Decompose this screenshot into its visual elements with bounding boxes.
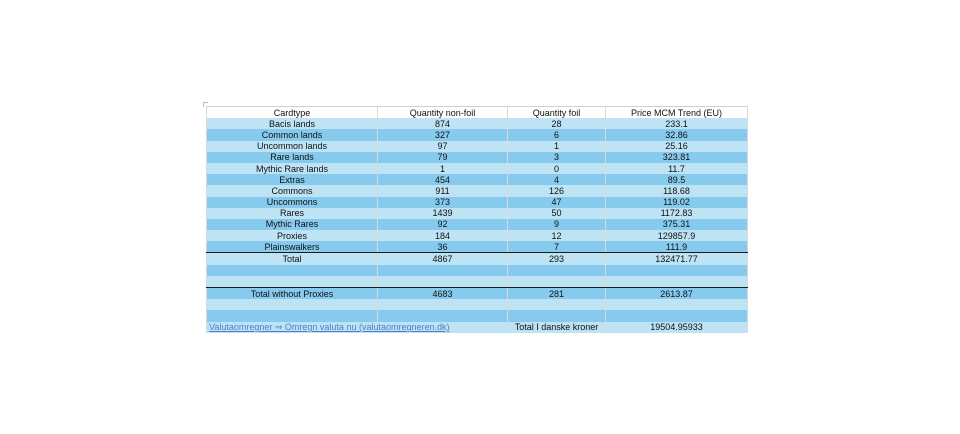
cell-price[interactable]: 118.68	[606, 185, 748, 196]
table-row	[207, 141, 748, 152]
dkk-total-value[interactable]: 19504.95933	[606, 322, 748, 333]
table-row	[207, 118, 748, 129]
empty-cell[interactable]	[606, 265, 748, 276]
empty-cell[interactable]	[508, 310, 606, 321]
cell-foil[interactable]: 3	[508, 152, 606, 163]
cell-foil[interactable]: 47	[508, 197, 606, 208]
total-foil[interactable]: 293	[508, 253, 606, 265]
cell-price[interactable]: 233.1	[606, 118, 748, 129]
empty-cell[interactable]	[606, 276, 748, 288]
total-without-proxies-row	[207, 288, 748, 300]
cell-cardtype[interactable]: Rare lands	[207, 152, 378, 163]
cell-foil[interactable]: 4	[508, 174, 606, 185]
cell-cardtype[interactable]: Uncommons	[207, 197, 378, 208]
table-row	[207, 219, 748, 230]
total-without-proxies-nonfoil[interactable]: 4683	[378, 288, 508, 300]
cell-nonfoil[interactable]: 373	[378, 197, 508, 208]
cell-price[interactable]: 25.16	[606, 141, 748, 152]
table-row	[207, 241, 748, 253]
cell-nonfoil[interactable]: 1	[378, 163, 508, 174]
empty-cell[interactable]	[207, 299, 378, 310]
header-price[interactable]: Price MCM Trend (EU)	[606, 107, 748, 119]
total-without-proxies-price[interactable]: 2613.87	[606, 288, 748, 300]
total-price[interactable]: 132471.77	[606, 253, 748, 265]
empty-cell[interactable]	[207, 310, 378, 321]
cell-nonfoil[interactable]: 874	[378, 118, 508, 129]
cell-foil[interactable]: 126	[508, 185, 606, 196]
empty-cell[interactable]	[606, 310, 748, 321]
total-nonfoil[interactable]: 4867	[378, 253, 508, 265]
empty-row	[207, 299, 748, 310]
table-row	[207, 197, 748, 208]
cell-price[interactable]: 1172.83	[606, 208, 748, 219]
cell-price[interactable]: 89.5	[606, 174, 748, 185]
empty-row	[207, 310, 748, 321]
cell-price[interactable]: 111.9	[606, 241, 748, 253]
empty-cell[interactable]	[606, 299, 748, 310]
cell-nonfoil[interactable]: 454	[378, 174, 508, 185]
card-summary-table	[206, 106, 748, 333]
currency-converter-link[interactable]: Valutaomregner ⇒ Omregn valuta nu (valutaomregneren.dk)	[207, 322, 508, 333]
empty-cell[interactable]	[378, 310, 508, 321]
cell-price[interactable]: 11.7	[606, 163, 748, 174]
table-row	[207, 129, 748, 140]
cell-foil[interactable]: 0	[508, 163, 606, 174]
cell-foil[interactable]: 28	[508, 118, 606, 129]
cell-price[interactable]: 375.31	[606, 219, 748, 230]
cell-nonfoil[interactable]: 79	[378, 152, 508, 163]
cell-cardtype[interactable]: Plainswalkers	[207, 241, 378, 253]
empty-cell[interactable]	[508, 265, 606, 276]
header-cardtype[interactable]: Cardtype	[207, 107, 378, 119]
cell-cardtype[interactable]: Bacis lands	[207, 118, 378, 129]
empty-cell[interactable]	[207, 265, 378, 276]
dkk-total-label[interactable]: Total I danske kroner	[508, 322, 606, 333]
cell-foil[interactable]: 7	[508, 241, 606, 253]
total-label[interactable]: Total	[207, 253, 378, 265]
table-row	[207, 174, 748, 185]
header-quantity-foil[interactable]: Quantity foil	[508, 107, 606, 119]
cell-foil[interactable]: 1	[508, 141, 606, 152]
footer-row	[207, 322, 748, 333]
total-without-proxies-foil[interactable]: 281	[508, 288, 606, 300]
cell-cardtype[interactable]: Mythic Rare lands	[207, 163, 378, 174]
cell-price[interactable]: 119.02	[606, 197, 748, 208]
cell-cardtype[interactable]: Commons	[207, 185, 378, 196]
table-row	[207, 163, 748, 174]
empty-cell[interactable]	[508, 276, 606, 288]
empty-cell[interactable]	[378, 265, 508, 276]
empty-cell[interactable]	[508, 299, 606, 310]
header-row	[207, 107, 748, 119]
empty-cell[interactable]	[378, 299, 508, 310]
cell-price[interactable]: 32.86	[606, 129, 748, 140]
cell-cardtype[interactable]: Uncommon lands	[207, 141, 378, 152]
header-quantity-nonfoil[interactable]: Quantity non-foil	[378, 107, 508, 119]
cell-nonfoil[interactable]: 1439	[378, 208, 508, 219]
empty-cell[interactable]	[378, 276, 508, 288]
cell-cardtype[interactable]: Proxies	[207, 230, 378, 241]
cell-cardtype[interactable]: Common lands	[207, 129, 378, 140]
cell-cardtype[interactable]: Extras	[207, 174, 378, 185]
cell-nonfoil[interactable]: 36	[378, 241, 508, 253]
empty-cell[interactable]	[207, 276, 378, 288]
cell-nonfoil[interactable]: 92	[378, 219, 508, 230]
cell-foil[interactable]: 9	[508, 219, 606, 230]
cell-foil[interactable]: 50	[508, 208, 606, 219]
cell-cardtype[interactable]: Rares	[207, 208, 378, 219]
empty-row	[207, 265, 748, 276]
cell-foil[interactable]: 6	[508, 129, 606, 140]
cell-nonfoil[interactable]: 911	[378, 185, 508, 196]
empty-row	[207, 276, 748, 288]
cell-cardtype[interactable]: Mythic Rares	[207, 219, 378, 230]
table-row	[207, 208, 748, 219]
cell-nonfoil[interactable]: 184	[378, 230, 508, 241]
table-row	[207, 152, 748, 163]
total-row	[207, 253, 748, 265]
cell-price[interactable]: 129857.9	[606, 230, 748, 241]
cell-nonfoil[interactable]: 97	[378, 141, 508, 152]
table-row	[207, 185, 748, 196]
total-without-proxies-label[interactable]: Total without Proxies	[207, 288, 378, 300]
cell-nonfoil[interactable]: 327	[378, 129, 508, 140]
cell-price[interactable]: 323.81	[606, 152, 748, 163]
cell-foil[interactable]: 12	[508, 230, 606, 241]
table-row	[207, 230, 748, 241]
